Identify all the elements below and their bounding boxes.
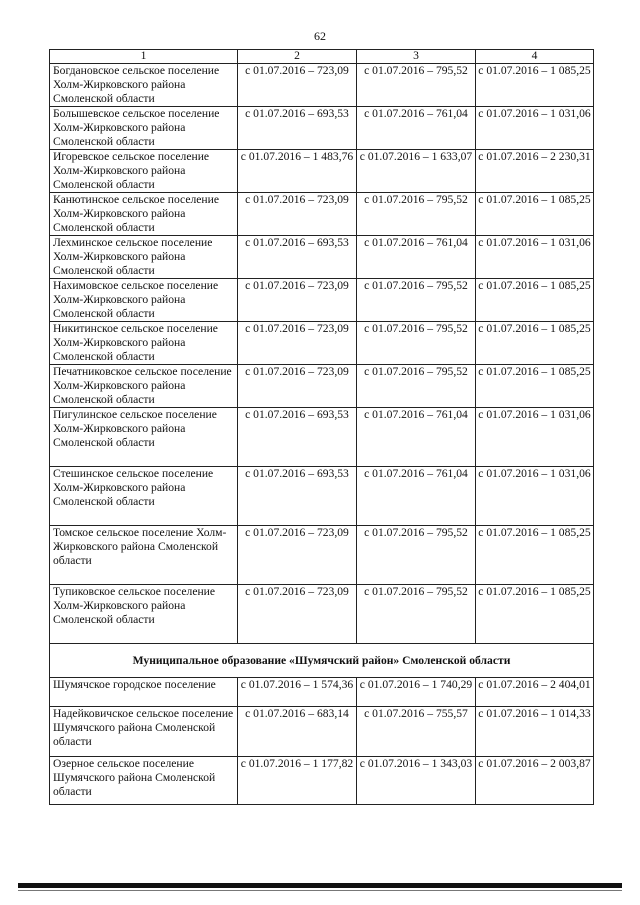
- tariff-cell: с 01.07.2016 – 723,09: [238, 365, 357, 408]
- tariff-cell: с 01.07.2016 – 1 014,33: [476, 707, 594, 757]
- tariff-cell: с 01.07.2016 – 1 031,06: [476, 408, 594, 467]
- tariff-cell: с 01.07.2016 – 1 085,25: [476, 193, 594, 236]
- table-row: [50, 107, 594, 150]
- tariff-cell: с 01.07.2016 – 693,53: [238, 107, 357, 150]
- settlement-name: Игоревское сельское поселение Холм-Жирковского района Смоленской области: [50, 150, 238, 193]
- tariff-cell: с 01.07.2016 – 723,09: [238, 322, 357, 365]
- tariff-cell: с 01.07.2016 – 1 343,03: [357, 757, 476, 805]
- tariff-cell: с 01.07.2016 – 795,52: [357, 365, 476, 408]
- tariff-cell: с 01.07.2016 – 761,04: [357, 467, 476, 526]
- page-number: 62: [314, 29, 326, 43]
- table-row: [50, 585, 594, 644]
- tariff-cell: с 01.07.2016 – 723,09: [238, 279, 357, 322]
- settlement-name: Стешинское сельское поселение Холм-Жирковского района Смоленской области: [50, 467, 238, 526]
- tariff-cell: с 01.07.2016 – 1 177,82: [238, 757, 357, 805]
- tariff-cell: с 01.07.2016 – 1 085,25: [476, 322, 594, 365]
- settlement-name: Никитинское сельское поселение Холм-Жирковского района Смоленской области: [50, 322, 238, 365]
- column-header: 4: [476, 50, 594, 64]
- tariff-cell: с 01.07.2016 – 723,09: [238, 585, 357, 644]
- tariff-cell: с 01.07.2016 – 2 003,87: [476, 757, 594, 805]
- settlement-name: Томское сельское поселение Холм-Жирковского района Смоленской области: [50, 526, 238, 585]
- tariff-cell: с 01.07.2016 – 761,04: [357, 107, 476, 150]
- tariff-cell: с 01.07.2016 – 795,52: [357, 193, 476, 236]
- table-row: [50, 467, 594, 526]
- settlement-name: Шумячское городское поселение: [50, 678, 238, 707]
- tariff-table: [49, 49, 594, 805]
- tariff-cell: с 01.07.2016 – 1 483,76: [238, 150, 357, 193]
- table-row: [50, 236, 594, 279]
- tariff-cell: с 01.07.2016 – 693,53: [238, 408, 357, 467]
- settlement-name: Озерное сельское поселение Шумячского района Смоленской области: [50, 757, 238, 805]
- tariff-cell: с 01.07.2016 – 683,14: [238, 707, 357, 757]
- tariff-cell: с 01.07.2016 – 795,52: [357, 279, 476, 322]
- tariff-cell: с 01.07.2016 – 1 085,25: [476, 64, 594, 107]
- tariff-cell: с 01.07.2016 – 761,04: [357, 236, 476, 279]
- table-row: [50, 757, 594, 805]
- tariff-cell: с 01.07.2016 – 755,57: [357, 707, 476, 757]
- table-header-row: [50, 50, 594, 64]
- table-row: [50, 279, 594, 322]
- table-row: [50, 365, 594, 408]
- tariff-cell: с 01.07.2016 – 723,09: [238, 193, 357, 236]
- page-bottom-rule: [18, 883, 622, 888]
- section-title: Муниципальное образование «Шумячский район» Смоленской области: [50, 644, 594, 678]
- settlement-name: Нахимовское сельское поселение Холм-Жирковского района Смоленской области: [50, 279, 238, 322]
- tariff-cell: с 01.07.2016 – 1 085,25: [476, 365, 594, 408]
- column-header: 2: [238, 50, 357, 64]
- tariff-cell: с 01.07.2016 – 1 031,06: [476, 236, 594, 279]
- tariff-cell: с 01.07.2016 – 723,09: [238, 64, 357, 107]
- tariff-cell: с 01.07.2016 – 761,04: [357, 408, 476, 467]
- page-bottom-rule-thin: [18, 890, 622, 891]
- tariff-cell: с 01.07.2016 – 723,09: [238, 526, 357, 585]
- settlement-name: Пигулинское сельское поселение Холм-Жирковского района Смоленской области: [50, 408, 238, 467]
- tariff-cell: с 01.07.2016 – 795,52: [357, 64, 476, 107]
- section-row: [50, 644, 594, 678]
- table-row: [50, 707, 594, 757]
- tariff-cell: с 01.07.2016 – 795,52: [357, 526, 476, 585]
- settlement-name: Тупиковское сельское поселение Холм-Жирковского района Смоленской области: [50, 585, 238, 644]
- settlement-name: Надейковичское сельское поселение Шумячского района Смоленской области: [50, 707, 238, 757]
- table-row: [50, 408, 594, 467]
- tariff-cell: с 01.07.2016 – 693,53: [238, 236, 357, 279]
- tariff-cell: с 01.07.2016 – 1 740,29: [357, 678, 476, 707]
- tariff-cell: с 01.07.2016 – 1 633,07: [357, 150, 476, 193]
- tariff-cell: с 01.07.2016 – 1 574,36: [238, 678, 357, 707]
- settlement-name: Канютинское сельское поселение Холм-Жирковского района Смоленской области: [50, 193, 238, 236]
- column-header: 1: [50, 50, 238, 64]
- settlement-name: Лехминское сельское поселение Холм-Жирковского района Смоленской области: [50, 236, 238, 279]
- table-row: [50, 526, 594, 585]
- tariff-cell: с 01.07.2016 – 1 085,25: [476, 279, 594, 322]
- table-row: [50, 678, 594, 707]
- tariff-cell: с 01.07.2016 – 693,53: [238, 467, 357, 526]
- tariff-cell: с 01.07.2016 – 2 230,31: [476, 150, 594, 193]
- tariff-cell: с 01.07.2016 – 795,52: [357, 322, 476, 365]
- table-row: [50, 64, 594, 107]
- tariff-cell: с 01.07.2016 – 795,52: [357, 585, 476, 644]
- tariff-cell: с 01.07.2016 – 1 085,25: [476, 585, 594, 644]
- table-row: [50, 150, 594, 193]
- tariff-cell: с 01.07.2016 – 1 085,25: [476, 526, 594, 585]
- column-header: 3: [357, 50, 476, 64]
- tariff-cell: с 01.07.2016 – 1 031,06: [476, 107, 594, 150]
- settlement-name: Болышевское сельское поселение Холм-Жирковского района Смоленской области: [50, 107, 238, 150]
- settlement-name: Богдановское сельское поселение Холм-Жирковского района Смоленской области: [50, 64, 238, 107]
- table-row: [50, 322, 594, 365]
- tariff-cell: с 01.07.2016 – 2 404,01: [476, 678, 594, 707]
- settlement-name: Печатниковское сельское поселение Холм-Жирковского района Смоленской области: [50, 365, 238, 408]
- tariff-cell: с 01.07.2016 – 1 031,06: [476, 467, 594, 526]
- table-row: [50, 193, 594, 236]
